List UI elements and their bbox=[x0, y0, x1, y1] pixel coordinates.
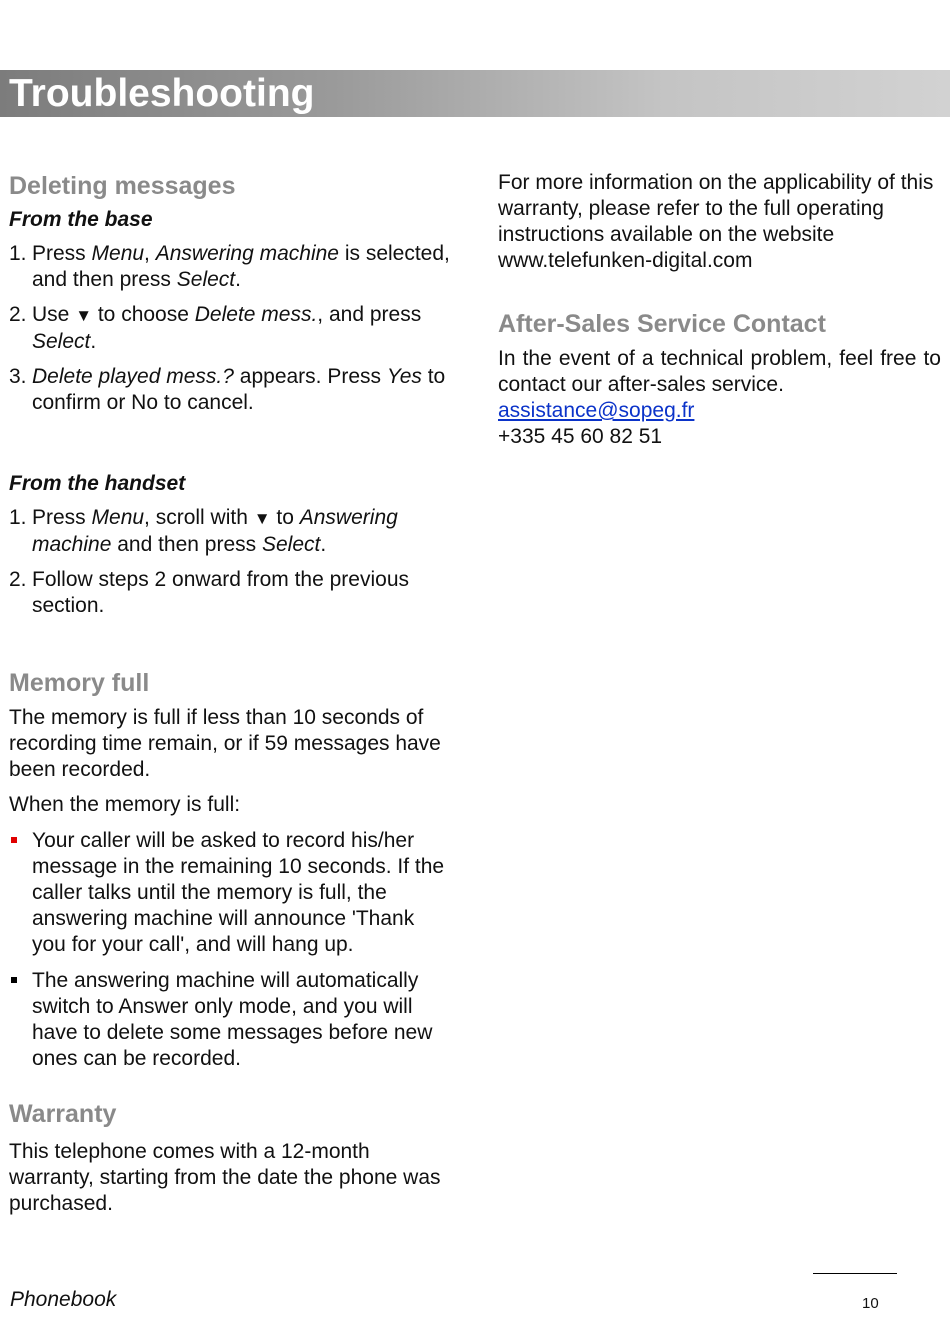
warranty-heading: Warranty bbox=[9, 1100, 117, 1128]
right-column bbox=[498, 170, 941, 450]
red-square-bullet-icon bbox=[11, 837, 17, 843]
support-phone: +335 45 60 82 51 bbox=[498, 425, 663, 448]
page-title: Troubleshooting bbox=[9, 72, 315, 115]
memory-full-heading: Memory full bbox=[9, 669, 150, 697]
list-item: The answering machine will automatically switch to Answer only mode, and you will have to delete some messages before new ones can be recorded. bbox=[9, 968, 452, 1072]
footer-section-label: Phonebook bbox=[10, 1288, 117, 1311]
footer-divider bbox=[813, 1273, 897, 1274]
warranty-info-text: For more information on the applicability of this warranty, please refer to the full operating instructions available on the website www.telefunken-digital.com bbox=[498, 171, 934, 272]
base-steps-list bbox=[9, 241, 452, 416]
title-banner bbox=[0, 70, 950, 117]
warranty-text: This telephone comes with a 12-month warranty, starting from the date the phone was purchased. bbox=[9, 1140, 441, 1215]
memory-paragraph-when: When the memory is full: bbox=[9, 793, 241, 816]
deleting-messages-heading: Deleting messages bbox=[9, 172, 236, 200]
down-arrow-icon: ▼ bbox=[75, 306, 93, 325]
list-item: Your caller will be asked to record his/her message in the remaining 10 seconds. If the caller talks until the memory is full, the answering machine will announce 'Thank you for your call', and will hang up. bbox=[9, 828, 452, 958]
left-column bbox=[9, 170, 452, 1217]
after-sales-text: In the event of a technical problem, feel free to contact our after-sales service. bbox=[498, 347, 941, 396]
after-sales-heading: After-Sales Service Contact bbox=[498, 310, 826, 338]
from-handset-heading: From the handset bbox=[9, 472, 186, 495]
from-base-heading: From the base bbox=[9, 208, 153, 231]
memory-bullets bbox=[9, 828, 452, 1072]
page-number: 10 bbox=[862, 1295, 879, 1312]
support-email-link[interactable]: assistance@sopeg.fr bbox=[498, 399, 695, 422]
memory-paragraph: The memory is full if less than 10 seconds of recording time remain, or if 59 messages have been recorded. bbox=[9, 706, 441, 781]
list-item: 3. Delete played mess.? appears. Press Yes to confirm or No to cancel. bbox=[9, 365, 446, 414]
down-arrow-icon: ▼ bbox=[253, 509, 271, 528]
list-item: 2. Use ▼ to choose Delete mess., and press Select. bbox=[9, 303, 422, 353]
list-item: 1. Press Menu, scroll with ▼ to Answering machine and then press Select. bbox=[9, 506, 398, 556]
list-item: 2. Follow steps 2 onward from the previous section. bbox=[9, 568, 410, 617]
list-item: 1. Press Menu, Answering machine is selected, and then press Select. bbox=[9, 242, 450, 291]
handset-steps-list bbox=[9, 505, 452, 619]
square-bullet-icon bbox=[11, 977, 17, 983]
